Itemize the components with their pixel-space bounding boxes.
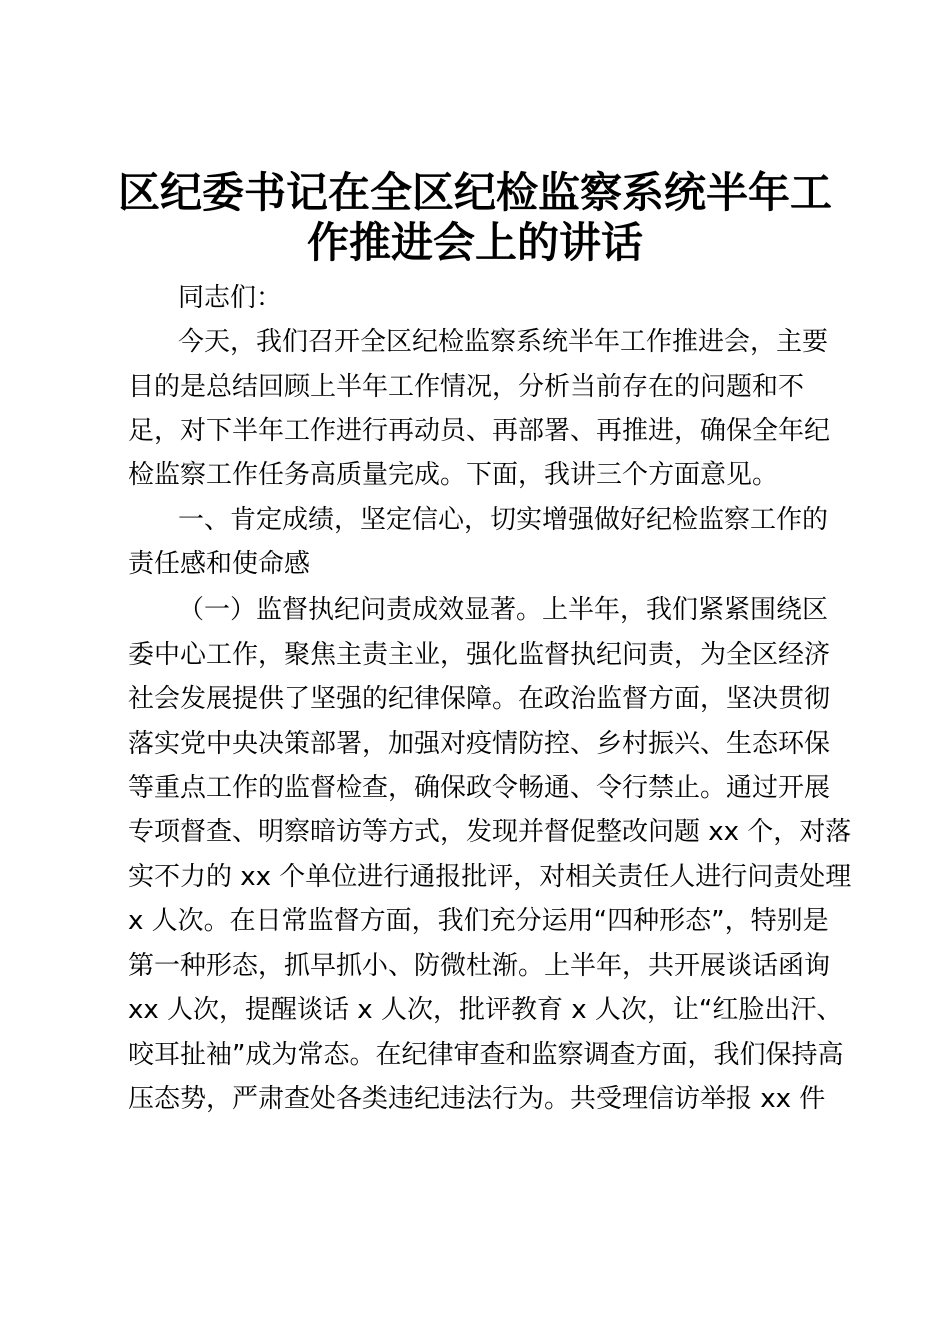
- body-line: 等重点工作的监督检查，确保政令畅通、令行禁止。通过开展: [128, 773, 831, 803]
- body-line: 委中心工作，聚焦主责主业，强化监督执纪问责，为全区经济: [128, 640, 831, 670]
- section-heading-line: 责任感和使命感: [128, 549, 311, 579]
- body-line: 专项督查、明察暗访等方式，发现并督促整改问题 xx 个，对落: [128, 817, 852, 847]
- section-heading-line: 一、肯定成绩，坚定信心，切实增强做好纪检监察工作的: [178, 505, 829, 535]
- intro-line: 足，对下半年工作进行再动员、再部署、再推进，确保全年纪: [128, 416, 831, 446]
- body-line: xx 人次，提醒谈话 x 人次，批评教育 x 人次，让“红脸出汗、: [128, 995, 843, 1025]
- title-line-1: 区纪委书记在全区纪检监察系统半年工: [117, 168, 832, 217]
- intro-line: 今天，我们召开全区纪检监察系统半年工作推进会，主要: [178, 327, 829, 357]
- body-line: 咬耳扯袖”成为常态。在纪律审查和监察调查方面，我们保持高: [128, 1040, 844, 1070]
- salutation: 同志们：: [178, 283, 283, 313]
- title-line-2: 作推进会上的讲话: [306, 218, 643, 267]
- body-line: 第一种形态，抓早抓小、防微杜渐。上半年，共开展谈话函询: [128, 951, 831, 981]
- body-line: 压态势，严肃查处各类违纪违法行为。共受理信访举报 xx 件: [128, 1084, 826, 1114]
- body-line: 社会发展提供了坚强的纪律保障。在政治监督方面，坚决贯彻: [128, 684, 831, 714]
- intro-line: 检监察工作任务高质量完成。下面，我讲三个方面意见。: [128, 460, 779, 490]
- document-title: [110, 168, 840, 268]
- body-line: x 人次。在日常监督方面，我们充分运用“四种形态”，特别是: [128, 906, 829, 936]
- intro-line: 目的是总结回顾上半年工作情况，分析当前存在的问题和不: [128, 372, 805, 402]
- body-line: 落实党中央决策部署，加强对疫情防控、乡村振兴、生态环保: [128, 729, 831, 759]
- body-line: （一）监督执纪问责成效显著。上半年，我们紧紧围绕区: [178, 595, 829, 625]
- body-line: 实不力的 xx 个单位进行通报批评，对相关责任人进行问责处理: [128, 862, 852, 892]
